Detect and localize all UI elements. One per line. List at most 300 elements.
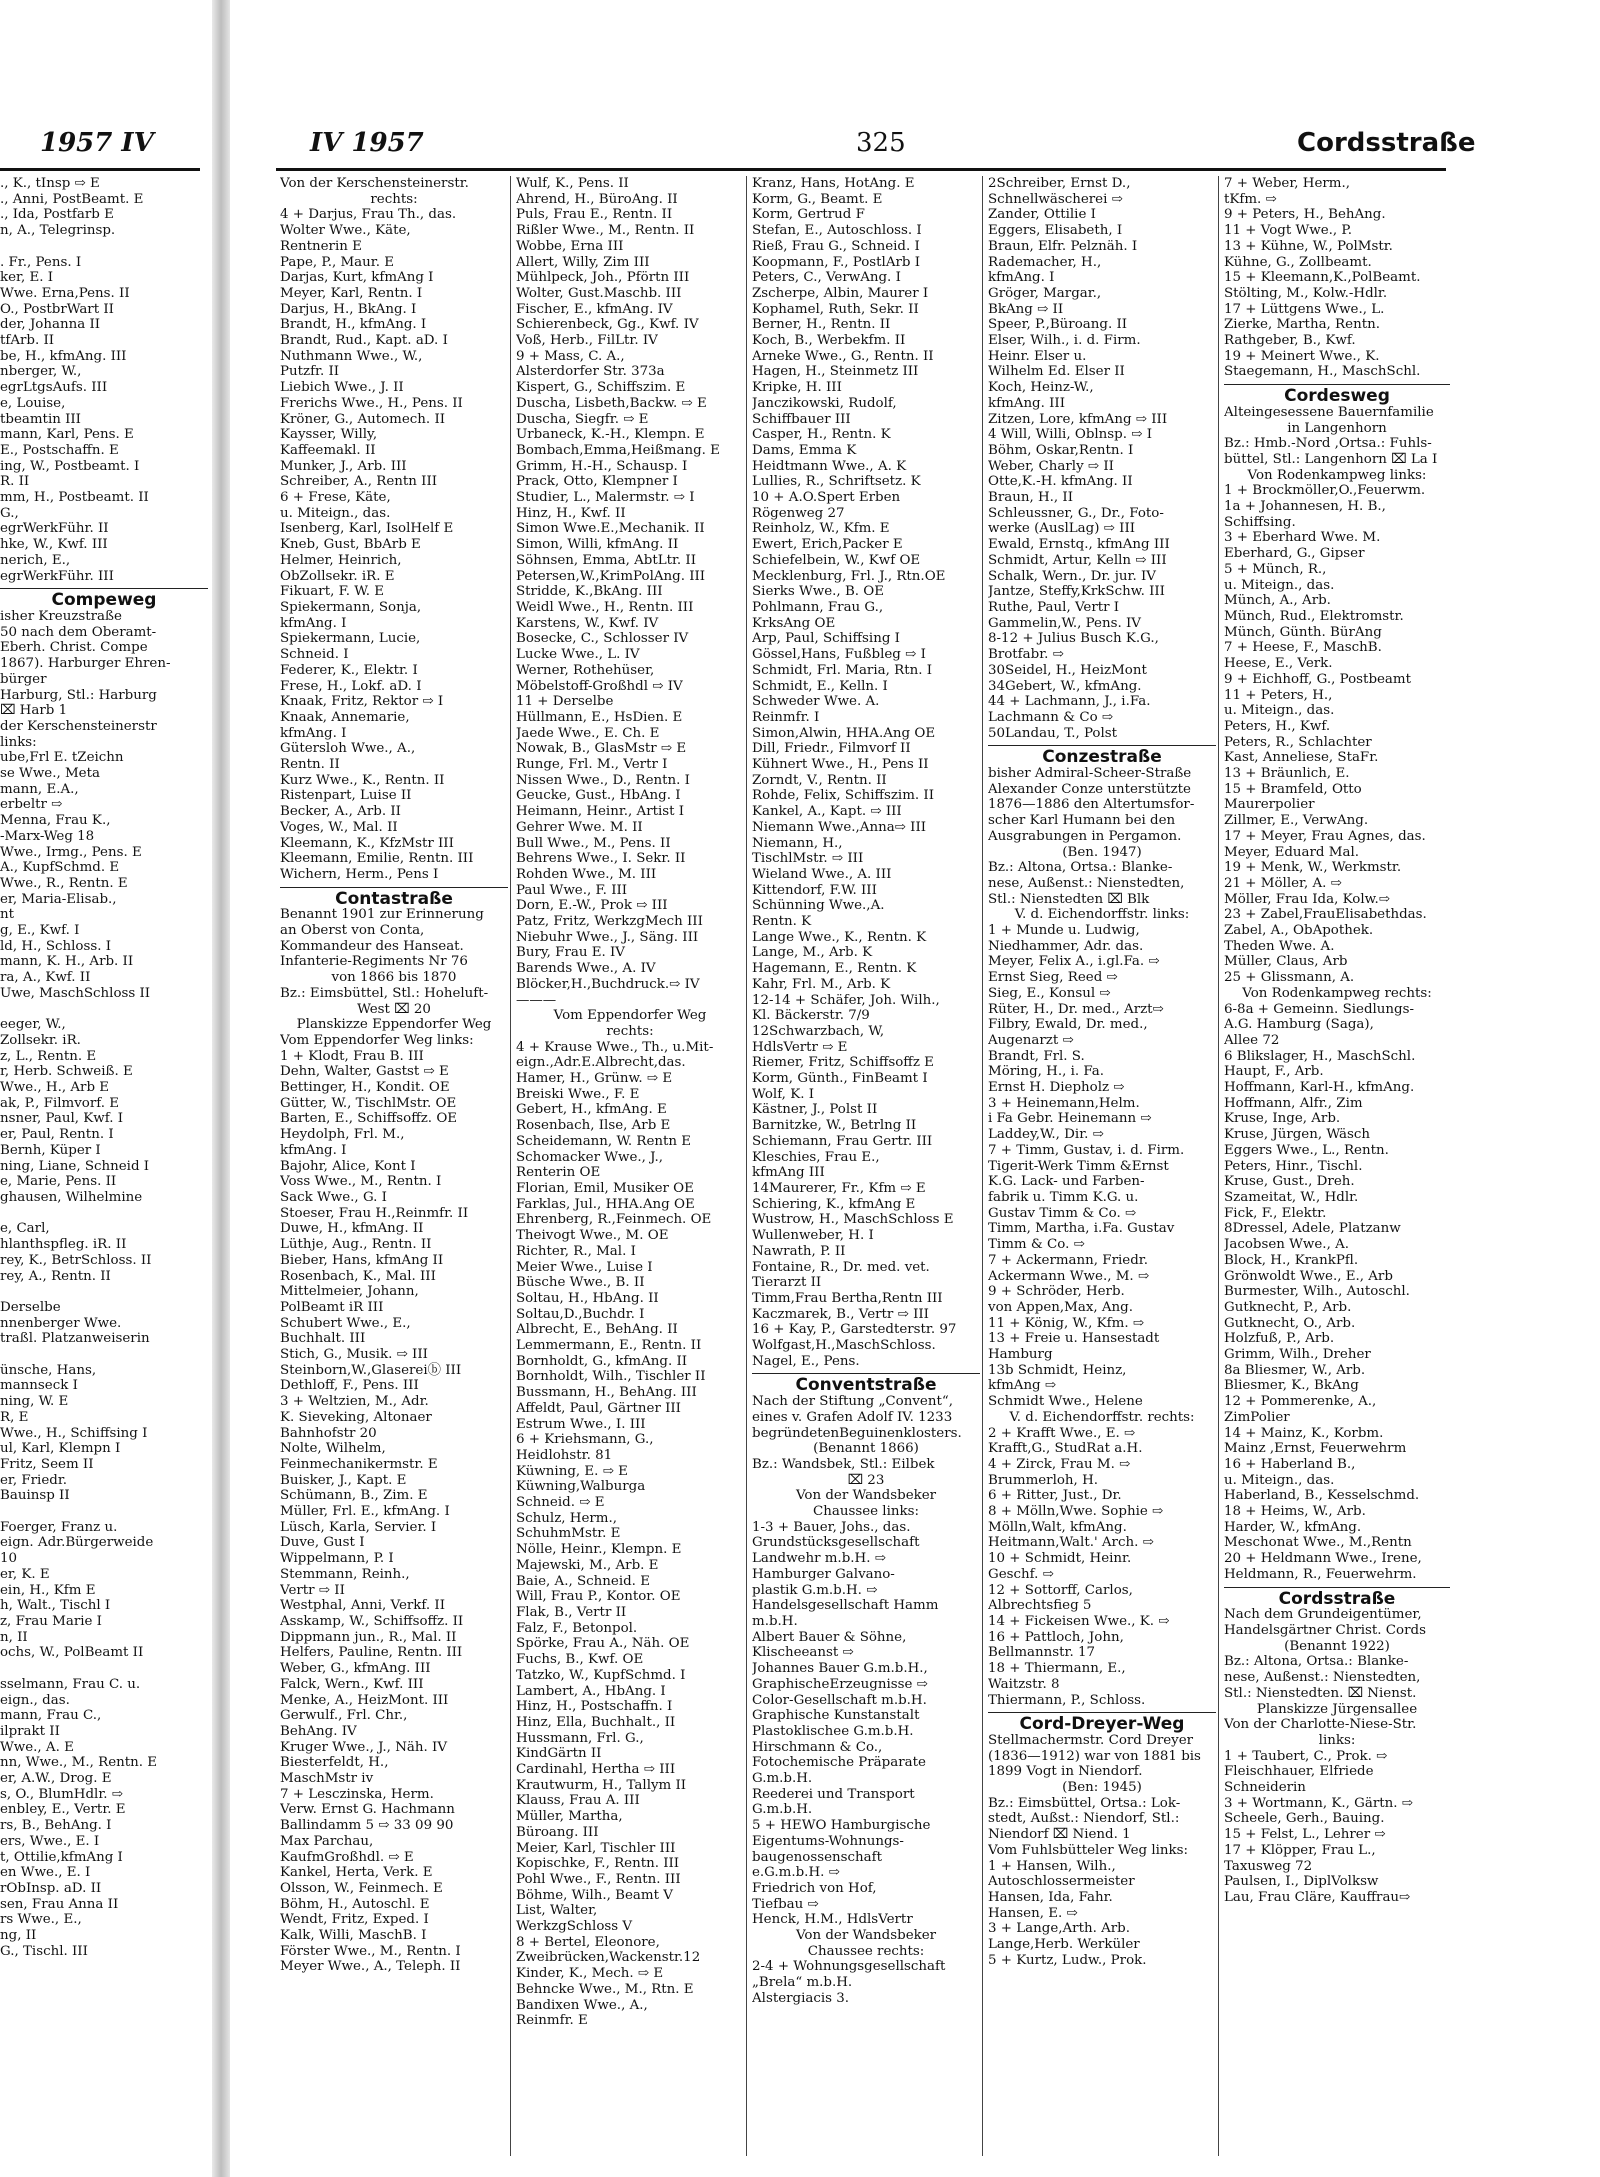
directory-entry: Möring, H., i. Fa.: [988, 1064, 1105, 1080]
directory-line: rs Wwe., E.,: [0, 1912, 82, 1928]
directory-line: mann, E.A.,: [0, 781, 79, 797]
directory-entry: Stl.: Nienstedten ⌧ Blk: [988, 891, 1150, 907]
directory-entry: Hamer, H., Grünw. ⇨ E: [516, 1071, 673, 1087]
directory-entry: eign.,Adr.E.Albrecht,das.: [516, 1055, 686, 1071]
directory-entry: Klauss, Frau A. III: [516, 1793, 640, 1809]
directory-entry: Nölle, Heinr., Klempn. E: [516, 1542, 682, 1558]
directory-entry: Munker, J., Arb. III: [280, 458, 407, 474]
directory-entry: Schomacker Wwe., J.,: [516, 1149, 663, 1165]
directory-entry: Voges, W., Mal. II: [280, 819, 398, 835]
directory-entry: Niemann, H.,: [752, 835, 843, 851]
directory-entry: Stoeser, Frau H.,Reinmfr. II: [280, 1205, 469, 1221]
directory-entry: G.m.b.H.: [752, 1771, 813, 1787]
directory-entry: 4 + Krause Wwe., Th., u.Mit-: [516, 1039, 714, 1055]
directory-entry: Kaczmarek, B., Vertr ⇨ III: [752, 1306, 929, 1322]
directory-entry: Kurz Wwe., K., Rentn. II: [280, 772, 445, 788]
directory-entry: Voss Wwe., M., Rentn. I: [280, 1174, 442, 1190]
directory-entry: Petersen,W.,KrimPolAng. III: [516, 568, 706, 584]
directory-entry: KrksAng OE: [752, 615, 836, 631]
directory-entry: 3 + Eberhard Wwe. M.: [1224, 530, 1381, 546]
directory-entry: Hüllmann, E., HsDien. E: [516, 709, 683, 725]
directory-entry: Von der Wandsbeker: [795, 1488, 937, 1504]
directory-entry: Kaffeemakl. II: [280, 442, 376, 458]
directory-line: [0, 1347, 208, 1363]
page-number: 325: [856, 128, 906, 158]
directory-line: A., KupfSchmd. E: [0, 860, 120, 876]
directory-entry: Bull Wwe., M., Pens. II: [516, 835, 671, 851]
directory-entry: Niendorf ⌧ Niend. 1: [988, 1827, 1131, 1843]
directory-entry: Burmester, Wilh., Autoschl.: [1224, 1284, 1410, 1300]
directory-entry: Landwehr m.b.H. ⇨: [752, 1551, 886, 1567]
directory-entry: V. d. Eichendorffstr. rechts:: [1009, 1409, 1195, 1425]
directory-entry: Küwning,Walburga: [516, 1479, 646, 1495]
directory-entry: Baie, A., Schneid. E: [516, 1573, 650, 1589]
directory-entry: 13 + Kühne, W., PolMstr.: [1224, 238, 1393, 254]
directory-entry: 7 + Ackermann, Friedr.: [988, 1252, 1148, 1268]
directory-entry: Korm, Günth., FinBeamt I: [752, 1071, 928, 1087]
street-heading: Cordsstraße: [1224, 1587, 1450, 1608]
directory-entry: Meyer, Karl, Rentn. I: [280, 285, 423, 301]
directory-entry: Böhme, Wilh., Beamt V: [516, 1887, 673, 1903]
directory-entry: 6 + Ritter, Just., Dr.: [988, 1488, 1122, 1504]
directory-entry: BehAng. IV: [280, 1723, 357, 1739]
directory-entry: PolBeamt iR III: [280, 1299, 384, 1315]
directory-entry: 1 + Brockmöller,O.,Feuerwm.: [1224, 483, 1426, 499]
directory-entry: Meyer, Felix A., i.gl.Fa. ⇨: [988, 954, 1160, 970]
directory-entry: Von Rodenkampweg links:: [1247, 467, 1427, 483]
directory-entry: Berner, H., Rentn. II: [752, 317, 891, 333]
directory-entry: Schneid. I: [280, 647, 349, 663]
directory-entry: 9 + Eichhoff, G., Postbeamt: [1224, 671, 1411, 687]
directory-entry: Infanterie-Regiments Nr 76: [280, 954, 468, 970]
directory-line: mannseck I: [0, 1378, 78, 1394]
directory-entry: 3 + Wortmann, K., Gärtn. ⇨: [1224, 1795, 1413, 1811]
directory-entry: Albert Bauer & Söhne,: [752, 1629, 907, 1645]
directory-entry: Bz.: Hmb.-Nord ,Ortsa.: Fuhls-: [1224, 436, 1432, 452]
directory-entry: Stefan, E., Autoschloss. I: [752, 223, 922, 239]
directory-entry: Wieland Wwe., A. III: [752, 866, 892, 882]
directory-entry: Stich, G., Musik. ⇨ III: [280, 1347, 428, 1363]
directory-entry: 12Schwarzbach, W,: [752, 1023, 885, 1039]
directory-entry: 5 + Münch, R.,: [1224, 561, 1327, 577]
directory-entry: Lachmann & Co ⇨: [988, 709, 1114, 725]
directory-column-4: [988, 176, 1216, 2166]
directory-line: ning, Liane, Schneid I: [0, 1158, 150, 1174]
directory-entry: Kleschies, Frau E.,: [752, 1149, 880, 1165]
directory-line: ers, Wwe., E. I: [0, 1833, 100, 1849]
directory-entry: e.G.m.b.H. ⇨: [752, 1865, 840, 1881]
directory-entry: kfmAng III: [752, 1165, 825, 1181]
directory-entry: Duscha, Lisbeth,Backw. ⇨ E: [516, 395, 707, 411]
directory-entry: Wolter, Gust.Maschb. III: [516, 285, 682, 301]
directory-entry: Haupt, F., Arb.: [1224, 1064, 1324, 1080]
directory-entry: links:: [1318, 1732, 1356, 1748]
directory-entry: 25 + Glissmann, A.: [1224, 970, 1355, 986]
directory-entry: Schmidt, Frl. Maria, Rtn. I: [752, 662, 932, 678]
directory-entry: 2 + Krafft Wwe., E. ⇨: [988, 1425, 1136, 1441]
directory-entry: Theivogt Wwe., M. OE: [516, 1228, 669, 1244]
directory-entry: Gehrer Wwe. M. II: [516, 819, 643, 835]
directory-entry: Meschonat Wwe., M.,Rentn: [1224, 1535, 1412, 1551]
directory-entry: Spiekermann, Sonja,: [280, 599, 422, 615]
directory-line: Bernh, Küper I: [0, 1142, 101, 1158]
directory-entry: Wichern, Herm., Pens I: [280, 866, 439, 882]
directory-line: er, A.W., Drog. E: [0, 1771, 112, 1787]
directory-entry: Brandt, Frl. S.: [988, 1048, 1085, 1064]
directory-entry: Lüsch, Karla, Servier. I: [280, 1519, 437, 1535]
directory-entry: 5 + HEWO Hamburgische: [752, 1818, 931, 1834]
directory-entry: Tiefbau ⇨: [752, 1896, 819, 1912]
directory-entry: Mühlpeck, Joh., Pförtn III: [516, 270, 690, 286]
directory-entry: Speer, P.,Büroang. II: [988, 317, 1128, 333]
directory-line: eeger, W.,: [0, 1017, 66, 1033]
directory-entry: 20 + Heldmann Wwe., Irene,: [1224, 1551, 1422, 1567]
directory-entry: Spörke, Frau A., Näh. OE: [516, 1636, 690, 1652]
directory-entry: Vom Fuhlsbütteler Weg links:: [988, 1842, 1189, 1858]
directory-entry: Braun, Elfr. Pelznäh. I: [988, 238, 1138, 254]
directory-entry: 13b Schmidt, Heinz,: [988, 1362, 1127, 1378]
directory-entry: Niedhammer, Adr. das.: [988, 938, 1144, 954]
directory-entry: Ernst Sieg, Reed ⇨: [988, 970, 1118, 986]
directory-line: [0, 1002, 208, 1018]
directory-entry: Duve, Gust I: [280, 1535, 365, 1551]
directory-entry: Elser, Wilh., i. d. Firm.: [988, 333, 1141, 349]
directory-line: z, L., Rentn. E: [0, 1048, 97, 1064]
directory-entry: Schreiber, A., Rentn III: [280, 474, 438, 490]
directory-line: Menna, Frau K.,: [0, 813, 111, 829]
directory-entry: Werner, Rothehüser,: [516, 662, 655, 678]
directory-entry: Rentn. K: [752, 914, 812, 930]
directory-line: eign. Adr.Bürgerweide: [0, 1535, 154, 1551]
directory-entry: Fotochemische Präparate: [752, 1755, 926, 1771]
directory-line: er, K. E: [0, 1566, 50, 1582]
directory-entry: Dehn, Walter, Gastst ⇨ E: [280, 1064, 449, 1080]
directory-entry: Stellmachermstr. Cord Dreyer: [988, 1732, 1194, 1748]
directory-entry: 15 + Felst, L., Lehrer ⇨: [1224, 1827, 1386, 1843]
directory-entry: Gössel,Hans, Fußbleg ⇨ I: [752, 647, 926, 663]
directory-entry: Kast, Anneliese, StaFr.: [1224, 750, 1379, 766]
directory-entry: Block, H., KrankPfl.: [1224, 1252, 1359, 1268]
directory-entry: Schulz, Herm.,: [516, 1510, 617, 1526]
directory-entry: Zabel, A., ObApothek.: [1224, 923, 1374, 939]
directory-entry: eines v. Grafen Adolf IV. 1233: [752, 1409, 953, 1425]
directory-entry: Hoffmann, Karl-H., kfmAng.: [1224, 1080, 1415, 1096]
directory-entry: Grimm, Wilh., Dreher: [1224, 1347, 1371, 1363]
directory-entry: Alstergiacis 3.: [752, 1990, 850, 2006]
directory-entry: Peters, C., VerwAng. I: [752, 270, 901, 286]
directory-line: . Fr., Pens. I: [0, 254, 82, 270]
directory-entry: kfmAng. I: [280, 1142, 347, 1158]
directory-line: Zollsekr. iR.: [0, 1032, 81, 1048]
directory-entry: Rademacher, H.,: [988, 254, 1102, 270]
directory-entry: Planskizze Jürgensallee: [1256, 1701, 1418, 1717]
directory-entry: Friedrich von Hof,: [752, 1880, 877, 1896]
directory-entry: Müller, Frl. E., kfmAng. I: [280, 1504, 450, 1520]
directory-line: ., Anni, PostBeamt. E: [0, 191, 144, 207]
directory-entry: 10 + A.O.Spert Erben: [752, 490, 901, 506]
directory-entry: Förster Wwe., M., Rentn. I: [280, 1943, 461, 1959]
directory-line: Wwe., R., Rentn. E: [0, 875, 128, 891]
directory-entry: Brummerloh, H.: [988, 1472, 1099, 1488]
directory-entry: Chaussee links:: [812, 1504, 919, 1520]
directory-entry: Stemmann, Reinh.,: [280, 1566, 410, 1582]
directory-entry: 1a + Johannesen, H. B.,: [1224, 499, 1386, 515]
directory-entry: bisher Admiral-Scheer-Straße: [988, 766, 1192, 782]
directory-entry: Buchhalt. III: [280, 1331, 366, 1347]
directory-line: G., Tischl. III: [0, 1943, 88, 1959]
directory-entry: Renterin OE: [516, 1165, 601, 1181]
directory-entry: Niemann Wwe.,Anna⇨ III: [752, 819, 927, 835]
directory-entry: Fuchs, B., Kwf. OE: [516, 1652, 644, 1668]
directory-entry: Kleemann, Emilie, Rentn. III: [280, 851, 474, 867]
directory-entry: 14Maurerer, Fr., Kfm ⇨ E: [752, 1181, 926, 1196]
directory-entry: Knaak, Annemarie,: [280, 709, 410, 725]
directory-entry: Wobbe, Erna III: [516, 238, 624, 254]
directory-entry: 14 + Fickeisen Wwe., K. ⇨: [988, 1613, 1170, 1629]
directory-entry: Lange,Herb. Werküler: [988, 1937, 1140, 1953]
directory-entry: HdlsVertr ⇨ E: [752, 1039, 848, 1055]
directory-line: [0, 239, 208, 255]
directory-entry: 21 + Möller, A. ⇨: [1224, 875, 1342, 891]
directory-entry: Ruthe, Paul, Vertr I: [988, 599, 1120, 615]
directory-entry: Timm & Co. ⇨: [988, 1237, 1085, 1253]
directory-entry: Florian, Emil, Musiker OE: [516, 1181, 694, 1196]
directory-entry: stedt, Außst.: Niendorf, Stl.:: [988, 1811, 1180, 1827]
directory-entry: 18 + Heims, W., Arb.: [1224, 1504, 1366, 1520]
directory-entry: Gustav Timm & Co. ⇨: [988, 1205, 1137, 1221]
directory-entry: Schiering, K., kfmAng E: [752, 1196, 916, 1212]
directory-entry: 16 + Pattloch, John,: [988, 1629, 1124, 1645]
directory-entry: Kankel, A., Kapt. ⇨ III: [752, 804, 902, 820]
directory-entry: Runge, Frl. M., Vertr I: [516, 757, 668, 773]
directory-entry: kfmAng. I: [280, 725, 347, 741]
directory-entry: i Fa Gebr. Heinemann ⇨: [988, 1111, 1152, 1127]
directory-entry: Flak, B., Vertr II: [516, 1604, 627, 1620]
directory-entry: 4 + Zirck, Frau M. ⇨: [988, 1456, 1131, 1472]
directory-entry: Bellmannstr. 17: [988, 1645, 1095, 1661]
directory-entry: Tierarzt II: [752, 1275, 822, 1291]
directory-entry: Ballindamm 5 ⇨ 33 09 90: [280, 1818, 454, 1834]
directory-entry: Kaysser, Willy,: [280, 427, 378, 443]
directory-entry: K. Sieveking, Altonaer: [280, 1409, 432, 1425]
left-page: [0, 0, 210, 2177]
directory-entry: Bajohr, Alice, Kont I: [280, 1158, 416, 1174]
directory-entry: Max Parchau,: [280, 1833, 374, 1849]
directory-line: ld, H., Schloss. I: [0, 938, 112, 954]
directory-entry: Timm,Frau Bertha,Rentn III: [752, 1290, 943, 1306]
directory-line: Fritz, Seem II: [0, 1456, 94, 1472]
directory-entry: Schnellwäscherei ⇨: [988, 191, 1123, 207]
directory-entry: scher Karl Humann bei den: [988, 813, 1176, 829]
directory-entry: Heidlohstr. 81: [516, 1447, 613, 1463]
directory-entry: 3 + Lange,Arth. Arb.: [988, 1921, 1130, 1937]
directory-entry: Frerichs Wwe., H., Pens. II: [280, 395, 463, 411]
directory-entry: Büroang. III: [516, 1824, 599, 1840]
directory-entry: (Benannt 1866): [813, 1441, 919, 1457]
directory-entry: Müller, Martha,: [516, 1809, 623, 1825]
directory-entry: 10 + Schmidt, Heinr.: [988, 1551, 1132, 1567]
directory-entry: Geschf. ⇨: [988, 1566, 1054, 1582]
directory-line: nt: [0, 907, 15, 923]
directory-line: [0, 1206, 208, 1222]
directory-entry: Fontaine, R., Dr. med. vet.: [752, 1259, 930, 1275]
directory-line: hke, W., Kwf. III: [0, 537, 108, 553]
directory-entry: Fikuart, F. W. E: [280, 584, 385, 600]
directory-entry: Nawrath, P. II: [752, 1243, 846, 1259]
directory-column-2: [516, 176, 744, 2166]
directory-entry: 2-4 + Wohnungsgesellschaft: [752, 1959, 946, 1975]
directory-line: ube,Frl E. tZeichn: [0, 750, 124, 766]
directory-line: nnenberger Wwe.: [0, 1315, 122, 1331]
directory-line: n, A., Telegrinsp.: [0, 223, 116, 239]
directory-entry: Gutknecht, P., Arb.: [1224, 1299, 1352, 1315]
directory-entry: Lau, Frau Cläre, Kauffrau⇨: [1224, 1889, 1411, 1905]
directory-entry: Wolf, K. I: [752, 1086, 814, 1102]
directory-entry: Farklas, Jul., HHA.Ang OE: [516, 1196, 695, 1212]
directory-entry: Allert, Willy, Zim III: [516, 254, 650, 270]
directory-entry: Janczikowski, Rudolf,: [752, 395, 897, 411]
directory-line: e, Carl,: [0, 1221, 50, 1237]
directory-line: Bauinsp II: [0, 1488, 70, 1504]
column-divider: [982, 176, 983, 2156]
directory-entry: Paulsen, I., DiplVolksw: [1224, 1874, 1379, 1890]
directory-entry: von Appen,Max, Ang.: [988, 1299, 1134, 1315]
directory-line: der, Johanna II: [0, 317, 101, 333]
directory-entry: Eigentums-Wohnungs-: [752, 1833, 904, 1849]
directory-entry: Brotfabr. ⇨: [988, 647, 1064, 663]
directory-entry: Koch, B., Werbekfm. II: [752, 333, 906, 349]
directory-entry: Rosenbach, Ilse, Arb E: [516, 1118, 671, 1134]
directory-entry: Liebich Wwe., J. II: [280, 380, 404, 396]
directory-entry: Hoffmann, Alfr., Zim: [1224, 1095, 1363, 1111]
right-header-rule: [276, 168, 1446, 171]
directory-entry: Meyer Wwe., A., Teleph. II: [280, 1959, 461, 1975]
directory-line: ak, P., Filmvorf. E: [0, 1095, 120, 1111]
directory-entry: 16 + Kay, P., Garstedterstr. 97: [752, 1322, 957, 1338]
directory-entry: Frese, H., Lokf. aD. I: [280, 678, 422, 694]
directory-entry: Jacobsen Wwe., A.: [1224, 1237, 1350, 1253]
directory-entry: List, Walter,: [516, 1903, 598, 1919]
directory-entry: Augenarzt ⇨: [988, 1032, 1074, 1048]
directory-entry: Hagemann, E., Rentn. K: [752, 961, 917, 977]
directory-entry: Von der Charlotte-Niese-Str.: [1224, 1717, 1417, 1733]
directory-entry: Wilhelm Ed. Elser II: [988, 364, 1125, 380]
directory-line: egrLtgsAufs. III: [0, 380, 108, 396]
directory-line: G.,: [0, 505, 19, 521]
directory-entry: Nuthmann Wwe., W.,: [280, 348, 423, 364]
directory-entry: TischlMstr. ⇨ III: [752, 851, 864, 867]
directory-entry: (Ben. 1947): [1062, 844, 1142, 860]
directory-line: ilprakt II: [0, 1723, 60, 1739]
directory-entry: Rosenbach, K., Mal. III: [280, 1268, 436, 1284]
directory-entry: Falz, F., Betonpol.: [516, 1620, 638, 1636]
directory-entry: Allee 72: [1224, 1032, 1280, 1048]
directory-entry: „Brela“ m.b.H.: [752, 1975, 853, 1991]
directory-entry: Hansen, Ida, Fahr.: [988, 1889, 1113, 1905]
directory-entry: werke (AuslLag) ⇨ III: [988, 521, 1136, 537]
directory-entry: Zorndt, V., Rentn. II: [752, 772, 887, 788]
directory-entry: Affeldt, Paul, Gärtner III: [516, 1400, 681, 1416]
directory-entry: Kahr, Frl. M., Arb. K: [752, 976, 891, 992]
directory-entry: 1-3 + Bauer, Johs., das.: [752, 1519, 911, 1535]
directory-entry: Rüter, H., Dr. med., Arzt⇨: [988, 1001, 1164, 1017]
directory-entry: 3 + Weltzien, M., Adr.: [280, 1394, 429, 1410]
directory-entry: Feinmechanikermstr. E: [280, 1456, 438, 1472]
directory-entry: fabrik u. Timm K.G. u.: [988, 1190, 1139, 1205]
directory-entry: Ewald, Ernstq., kfmAng III: [988, 537, 1170, 553]
directory-line: z, Frau Marie I: [0, 1613, 102, 1629]
directory-entry: Handelsgärtner Christ. Cords: [1224, 1622, 1426, 1638]
directory-entry: 1 + Hansen, Wilh.,: [988, 1858, 1116, 1874]
directory-entry: Rathgeber, B., Kwf.: [1224, 333, 1356, 349]
directory-entry: Ernst H. Diepholz ⇨: [988, 1080, 1125, 1096]
directory-entry: Schmidt, Artur, Kelln ⇨ III: [988, 552, 1167, 568]
directory-entry: Schubert Wwe., E.,: [280, 1315, 411, 1331]
directory-entry: ObZollsekr. iR. E: [280, 568, 395, 584]
directory-entry: Simon,Alwin, HHA.Ang OE: [752, 725, 936, 741]
directory-line: traßl. Platzanweiserin: [0, 1331, 150, 1347]
directory-entry: Knaak, Fritz, Rektor ⇨ I: [280, 694, 444, 710]
directory-entry: Hamburger Galvano-: [752, 1566, 895, 1582]
directory-entry: Reinmfr. E: [516, 2013, 588, 2029]
directory-entry: 12 + Sottorff, Carlos,: [988, 1582, 1133, 1598]
directory-entry: Barnitzke, W., Betrlng II: [752, 1118, 917, 1134]
directory-entry: Nolte, Wilhelm,: [280, 1441, 386, 1457]
directory-entry: Gröger, Margar.,: [988, 285, 1102, 301]
directory-entry: Planskizze Eppendorfer Weg: [296, 1017, 492, 1033]
directory-entry: Gammelin,W., Pens. IV: [988, 615, 1141, 631]
directory-entry: Lange, M., Arb. K: [752, 945, 873, 961]
directory-entry: Zscherpe, Albin, Maurer I: [752, 285, 929, 301]
directory-entry: Asskamp, W., Schiffsoffz. II: [280, 1613, 464, 1629]
right-page-header-left: IV 1957: [310, 128, 424, 158]
directory-entry: Bz.: Wandsbek, Stl.: Eilbek: [752, 1456, 935, 1472]
directory-entry: Scheele, Gerh., Bauing.: [1224, 1811, 1385, 1827]
directory-line: Eberh. Christ. Compe: [0, 640, 148, 656]
directory-entry: K.G. Lack- und Farben-: [988, 1174, 1145, 1190]
directory-entry: Bliesmer, K., BkAng: [1224, 1378, 1359, 1394]
directory-entry: Riemer, Fritz, Schiffsoffz E: [752, 1055, 934, 1071]
directory-entry: Harder, W., kfmAng.: [1224, 1519, 1362, 1535]
directory-entry: 50Landau, T., Polst: [988, 725, 1118, 741]
directory-entry: Böhm, Oskar,Rentn. I: [988, 442, 1134, 458]
directory-entry: Bz.: Altona, Ortsa.: Blanke-: [1224, 1654, 1409, 1670]
directory-line: rObInsp. aD. II: [0, 1880, 102, 1896]
directory-entry: Schiffsing.: [1224, 514, 1296, 530]
directory-entry: 11 + König, W., Kfm. ⇨: [988, 1315, 1145, 1331]
directory-entry: Koopmann, F., PostlArb I: [752, 254, 921, 270]
directory-entry: kfmAng ⇨: [988, 1378, 1057, 1394]
directory-column-1: [280, 176, 508, 2166]
directory-entry: Studier, L., Malermstr. ⇨ I: [516, 490, 695, 506]
directory-entry: 16 + Haberland B.,: [1224, 1456, 1356, 1472]
directory-entry: Lüthje, Aug., Rentn. II: [280, 1237, 432, 1253]
left-page-column: [0, 176, 208, 2166]
directory-entry: Rögenweg 27: [752, 505, 845, 521]
directory-line: eign., das.: [0, 1692, 70, 1708]
directory-entry: Nach der Stiftung „Convent“,: [752, 1394, 953, 1410]
directory-line: Wwe. Erna,Pens. II: [0, 285, 130, 301]
directory-entry: Kröner, G., Automech. II: [280, 411, 446, 427]
directory-line: sselmann, Frau C. u.: [0, 1676, 141, 1692]
directory-entry: Hirschmann & Co.,: [752, 1739, 883, 1755]
directory-entry: Wolter Wwe., Käte,: [280, 223, 411, 239]
directory-entry: Kneb, Gust, BbArb E: [280, 537, 421, 553]
directory-entry: Staegemann, H., MaschSchl.: [1224, 364, 1421, 380]
directory-entry: Duwe, H., kfmAng. II: [280, 1221, 424, 1237]
directory-entry: Hagen, H., Steinmetz III: [752, 364, 919, 380]
directory-entry: (Ben: 1945): [1062, 1780, 1142, 1796]
